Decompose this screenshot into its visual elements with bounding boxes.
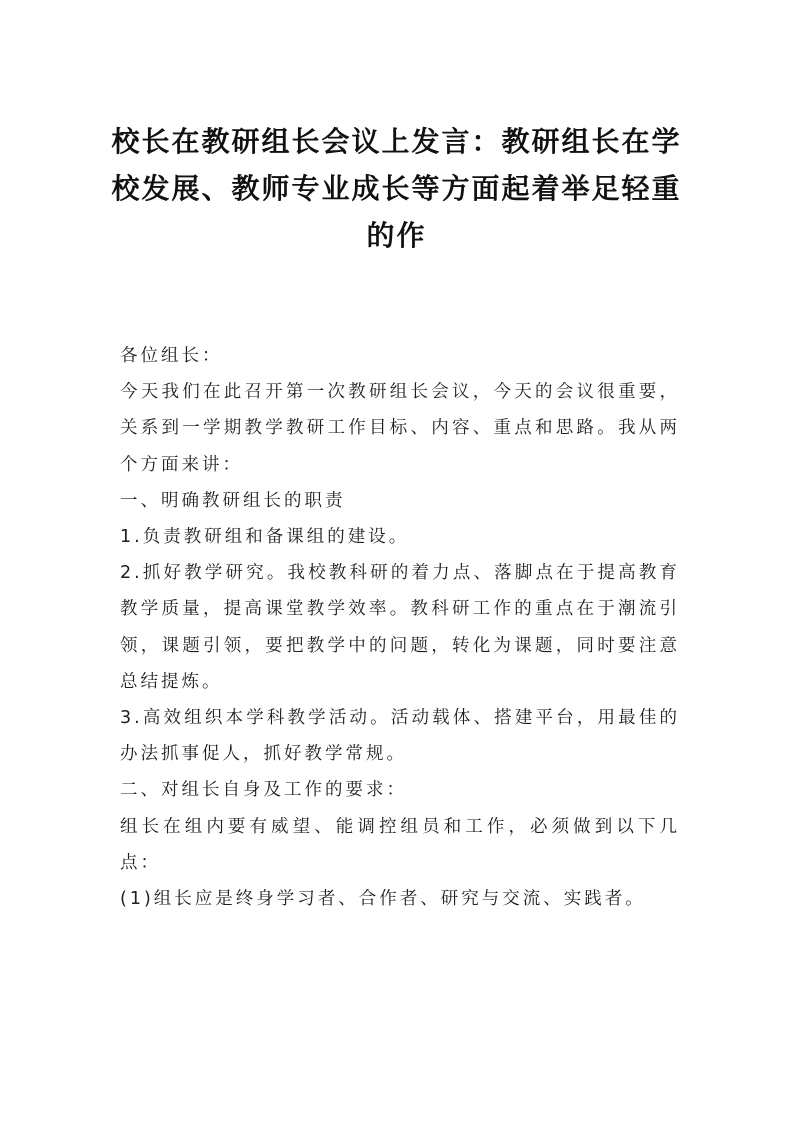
section-heading-1: 一、明确教研组长的职责 <box>120 490 346 511</box>
document-body <box>120 338 680 917</box>
list-item: 1.负责教研组和备课组的建设。 <box>120 527 410 548</box>
list-item: 3.高效组织本学科教学活动。活动载体、搭建平台，用最佳的办法抓事促人，抓好教学常规。 <box>120 708 680 765</box>
list-item: 2.抓好教学研究。我校教科研的着力点、落脚点在于提高教育教学质量，提高课堂教学效率。教科研工作的重点在于潮流引领，课题引领，要把教学中的问题，转化为课题，同时要注意总结提炼。 <box>120 563 680 692</box>
section-heading-2: 二、对组长自身及工作的要求： <box>120 780 407 801</box>
intro-paragraph: 今天我们在此召开第一次教研组长会议，今天的会议很重要，关系到一学期教学教研工作目标、内容、重点和思路。我从两个方面来讲： <box>120 382 680 475</box>
document-title: 校长在教研组长会议上发言：教研组长在学校发展、教师专业成长等方面起着举足轻重的作 <box>111 125 682 252</box>
body-paragraph: 组长在组内要有威望、能调控组员和工作，必须做到以下几点： <box>120 816 680 873</box>
salutation: 各位组长： <box>120 346 223 366</box>
list-item: (1)组长应是终身学习者、合作者、研究与交流、实践者。 <box>120 889 646 910</box>
